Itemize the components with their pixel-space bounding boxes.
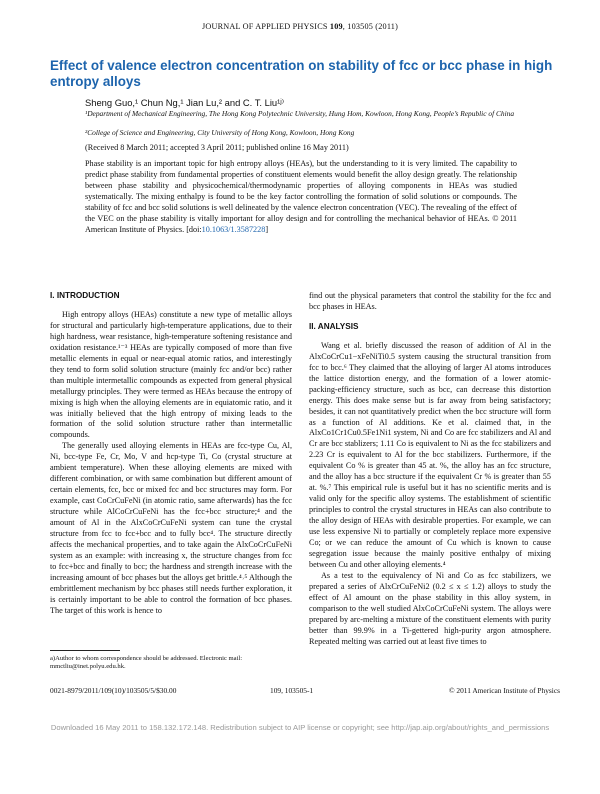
affiliation-1: ¹Department of Mechanical Engineering, The Hong Kong Polytechnic University, Hung Hom, Kowloon, Hong Kong, People’s Republic of China <box>85 109 515 118</box>
affiliation-2: ²College of Science and Engineering, City University of Hong Kong, Kowloon, Hong Kong <box>85 128 355 137</box>
author-list: Sheng Guo,¹ Chun Ng,¹ Jian Lu,² and C. T. Liu¹ʲ⁾ <box>85 97 285 108</box>
section-heading-analysis: II. ANALYSIS <box>309 321 359 331</box>
analysis-paragraph-2: As a test to the equivalency of Ni and Co as fcc stabilizers, we prepared a series of AlxCrCuFeNi2 (0.2 ≤ x ≤ 1.2) alloys to study the effect of Al amount on the phase stability in this alloy system, in comparison to the well studied AlxCoCrCuFeNi system. The alloys were prepared by arc-melting a mixture of the constituent elements with purity better than 99.9% in a Ti-gettered high-purity argon atmosphere. Repeated melting was carried out at least five times to <box>309 570 551 646</box>
download-notice: Downloaded 16 May 2011 to 158.132.172.148. Redistribution subject to AIP license or copyright; see http://jap.aip.org/about/rights_and_permissions <box>50 723 550 732</box>
footer-issn: 0021-8979/2011/109(10)/103505/5/$30.00 <box>50 686 177 695</box>
footer-page: 109, 103505-1 <box>270 686 314 695</box>
footnote: a)Author to whom correspondence should be addressed. Electronic mail: mmctliu@inet.polyu.edu.hk. <box>50 655 243 671</box>
doi-link[interactable]: 10.1063/1.3587228 <box>201 224 266 234</box>
abstract <box>85 159 517 236</box>
journal-volume: 109 <box>329 22 343 31</box>
article-title: Effect of valence electron concentration on stability of fcc or bcc phase in high entropy alloys <box>50 58 553 89</box>
analysis-paragraph-1: Wang et al. briefly discussed the reason of addition of Al in the AlxCoCrCu1−xFeNiTi0.5 system causing the structural transition from fcc to bcc.⁶ They claimed that the alloying of larger Al atoms introduces the lattice distortion energy, and the formation of a lower atomic-packing-efficiency structure, such as bcc, can decrease this distortion energy. This does make sense but is far away from being satisfactory; besides, it can not quantitatively predict when the bcc structure will form as a function of Al additions. Ke et al. claimed that, in the AlxCo1Cr1Cu0.5Fe1Ni1 system, Ni and Co are fcc stabilizers and Al and Cr are bcc stablizers; 1.11 Co is equivalent to Ni as the fcc stabilizers and 2.23 Cr is equivalent to Al for the bcc stabilizers. Furthermore, if the equivalent Co % is greater than 45 at. %, the alloy has an fcc structure, and the alloy has a bcc structure if the equivalent Cr % is greater than 55 at. %.⁷ This empirical rule is useful but it has no scientific merits and is valid only for the specific alloy systems. The establishment of scientific principles to control the crystal structures in HEAs can also contribute to the alloy design of HEAs with desirable properties. For example, we can use less expensive Ni to partially or completely replace more expensive Co; or we can reduce the amount of Cu which is known to cause segregation issue because the mainly positive enthalpy of mixing between Cu and other alloying elements.⁴ <box>309 340 551 569</box>
right-column <box>309 291 551 648</box>
intro-paragraph-2: The generally used alloying elements in HEAs are fcc-type Cu, Al, Ni, bcc-type Fe, Cr, Mo, V and hcp-type Ti, Co (crystal structure at ambient temperature). When these alloying elements are mixed with different combination, or with same combination but different amount of certain elements, fcc, bcc or mixed fcc and bcc structures may form. For example, cast CoCrCuFeNi (in atomic ratio, same afterwards) has the fcc structure while AlCoCrCuFeNi has the fcc+bcc structure;⁴ and the amount of Al in the AlxCoCrCuFeNi system can tune the crystal structure from fcc to fcc+bcc and to fully bcc⁴. The structure directly affects the mechanical properties, and to take again the AlxCoCrCuFeNi system as an example: with increasing x, the structure changes from fcc to fcc+bcc and finally to bcc; the hardness and strength increase with the increasing amount of bcc phases but the alloys get brittle.⁴˒⁵ Although the embrittlement mechanism by bcc phases still needs further exploration, it is certainly important to be able to control the formation of bcc phases. The target of this work is hence to <box>50 441 292 615</box>
journal-citation: , 103505 (2011) <box>342 22 399 31</box>
footnote-divider <box>50 650 120 651</box>
footer-copyright: © 2011 American Institute of Physics <box>448 686 560 695</box>
continuation-text: find out the physical parameters that control the stability for the fcc and bcc phases in HEAs. <box>309 291 551 311</box>
section-heading-introduction: I. INTRODUCTION <box>50 291 120 300</box>
intro-paragraph-1: High entropy alloys (HEAs) constitute a new type of metallic alloys for structural and particularly high-temperature applications, due to their high hardness, wear resistance, high-temperature softening resistance and oxidation resistance.¹⁻³ HEAs are typically composed of more than five metallic elements in equal or near-equal atomic ratios, and interestingly they tend to form solid solution structure (mainly fcc and/or bcc) rather than multiple intermetallic compounds as expected from general physical metallurgy principles. They were termed as HEAs because the entropy of mixing is high when the alloying elements are in equiatomic ratio, and it was initially believed that the high entropy of mixing leads to the formation of the solid solution structure rather than intermetallic compounds. <box>50 309 292 440</box>
abstract-close: ] <box>265 224 269 234</box>
publication-dates: (Received 8 March 2011; accepted 3 April 2011; published online 16 May 2011) <box>85 143 349 152</box>
journal-header <box>0 22 600 31</box>
left-column <box>50 291 292 617</box>
journal-name: JOURNAL OF APPLIED PHYSICS <box>201 22 328 31</box>
abstract-text: Phase stability is an important topic for high entropy alloys (HEAs), but the understanding to it is very limited. The capability to predict phase stability from fundamental properties of constituent elements would benefit the alloy design greatly. The relationship between phase stability and physicochemical/thermodynamic properties of alloying components in HEAs was studied systematically. The mixing enthalpy is found to be the key factor controlling the formation of solid solutions or compounds. The stability of fcc and bcc solid solutions is well delineated by the valence electron concentration (VEC). The revealing of the effect of the VEC on the phase stability is vitally important for alloy design and for controlling the mechanical behavior of HEAs. © 2011 American Institute of Physics. [doi: <box>85 159 517 234</box>
